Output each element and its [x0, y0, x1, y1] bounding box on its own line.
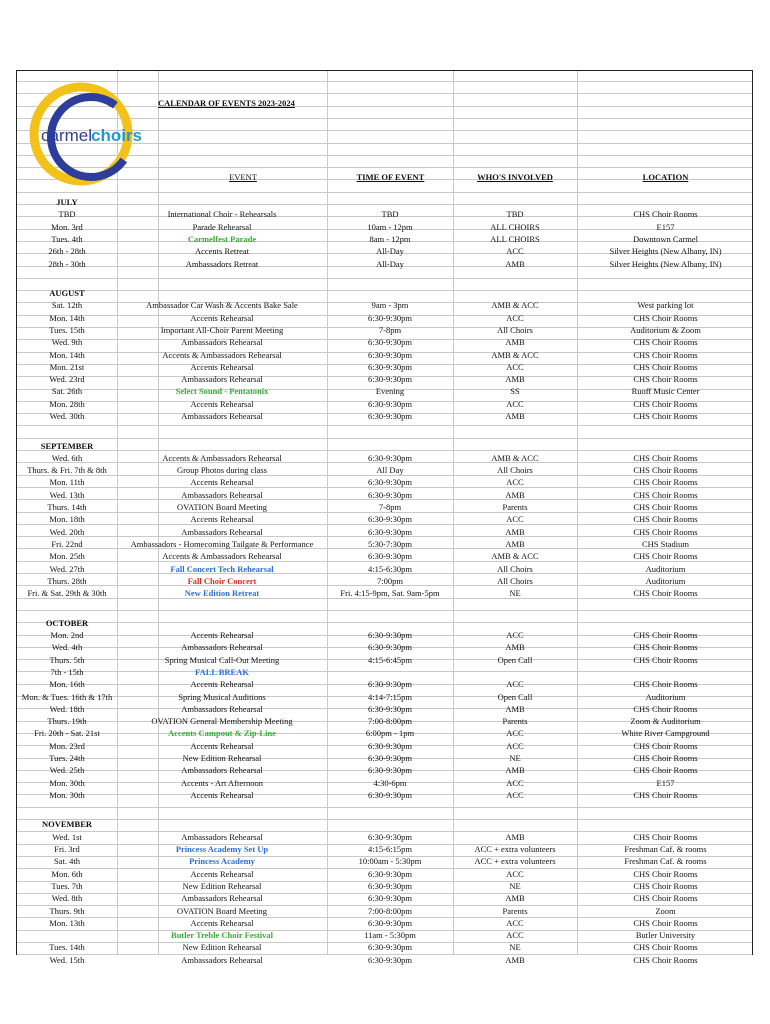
event-time: 10am - 12pm: [367, 221, 413, 232]
event-time: 8am - 12pm: [369, 233, 411, 244]
event-location: CHS Choir Rooms: [633, 337, 698, 348]
month-heading: NOVEMBER: [41, 819, 93, 830]
event-location: CHS Choir Rooms: [633, 954, 698, 965]
event-date: Mon. 18th: [49, 514, 85, 525]
event-date: Wed. 23rd: [49, 374, 85, 385]
event-who: ACC: [506, 930, 524, 941]
event-time: 6:30-9:30pm: [368, 880, 412, 891]
event-date: TBD: [58, 209, 76, 220]
event-name: Ambassadors Rehearsal: [181, 489, 263, 500]
event-date: 26th - 28th: [48, 246, 86, 257]
event-who: ACC + extra volunteers: [474, 844, 556, 854]
event-time: 6:30-9:30pm: [368, 703, 412, 714]
event-who: AMB: [505, 538, 525, 549]
event-name: Spring Musical Call-Out Meeting: [164, 654, 280, 665]
event-who: NE: [509, 588, 521, 599]
event-date: Mon. 25th: [49, 551, 85, 562]
carmel-choirs-logo: [23, 79, 173, 189]
event-name: Parade Rehearsal: [192, 221, 252, 232]
grid-row-line: [17, 438, 752, 439]
event-who: Parents: [502, 716, 528, 727]
event-time: 6:30-9:30pm: [368, 374, 412, 385]
event-location: Zoom: [655, 905, 676, 916]
event-name: Accents Rehearsal: [190, 917, 254, 928]
event-name: OVATION General Membership Meeting: [151, 716, 293, 727]
event-time: 6:30-9:30pm: [368, 679, 412, 690]
event-date: Thurs. 14th: [47, 502, 87, 512]
event-time: All Day: [376, 465, 404, 476]
event-date: Wed. 25th: [49, 765, 85, 776]
event-time: 7-8pm: [378, 502, 402, 512]
event-who: ALL CHOIRS: [490, 233, 540, 244]
event-date: Wed. 20th: [49, 526, 85, 537]
event-name: OVATION Board Meeting: [176, 502, 268, 512]
event-time: 6:30-9:30pm: [368, 642, 412, 653]
event-location: CHS Choir Rooms: [633, 642, 698, 653]
event-name: Fall Concert Tech Rehearsal: [170, 563, 274, 574]
event-time: 11am - 5:30pm: [364, 930, 416, 941]
event-who: AMB: [505, 374, 525, 385]
event-time: 6:30-9:30pm: [368, 917, 412, 928]
event-location: CHS Choir Rooms: [633, 753, 698, 763]
event-time: 6:30-9:30pm: [368, 831, 412, 842]
event-who: Open Call: [497, 691, 533, 702]
event-who: ACC: [506, 777, 524, 788]
event-location: Freshman Caf. & rooms: [624, 856, 707, 867]
event-date: Thurs. 5th: [49, 654, 85, 665]
event-who: AMB: [505, 642, 525, 653]
event-location: Zoom & Auditorium: [630, 716, 701, 727]
event-time: All-Day: [376, 246, 404, 257]
event-time: 5:30-7:30pm: [368, 538, 412, 549]
event-time: 6:30-9:30pm: [368, 361, 412, 372]
event-location: CHS Choir Rooms: [633, 502, 698, 512]
event-name: Ambassadors Rehearsal: [181, 765, 263, 776]
event-who: ACC: [506, 868, 524, 879]
event-name: Important All-Choir Parent Meeting: [160, 324, 284, 335]
event-date: Wed. 6th: [51, 452, 83, 463]
header-event: EVENT: [229, 172, 257, 182]
event-location: CHS Choir Rooms: [633, 679, 698, 690]
event-location: West parking lot: [637, 300, 694, 311]
event-name: Ambassadors Rehearsal: [181, 337, 263, 348]
event-location: CHS Choir Rooms: [633, 630, 698, 640]
event-name: Fall Choir Concert: [187, 575, 257, 586]
event-location: CHS Choir Rooms: [633, 588, 698, 599]
event-name: Accents Rehearsal: [190, 361, 254, 372]
event-location: CHS Choir Rooms: [633, 942, 698, 953]
event-name: Carmelfest Parade: [187, 233, 257, 244]
event-who: ACC: [506, 398, 524, 409]
event-time: 6:30-9:30pm: [368, 312, 412, 323]
event-location: CHS Choir Rooms: [633, 312, 698, 323]
event-time: 6:30-9:30pm: [368, 942, 412, 953]
event-date: Wed. 1st: [52, 831, 82, 842]
event-name: Group Photos during class: [177, 465, 267, 476]
event-who: All Choirs: [497, 465, 533, 476]
event-name: New Edition Rehearsal: [182, 942, 262, 953]
event-location: CHS Choir Rooms: [633, 551, 698, 562]
event-name: Accents & Ambassadors Rehearsal: [162, 452, 282, 463]
event-who: SS: [510, 386, 520, 397]
event-time: 6:30-9:30pm: [368, 398, 412, 409]
event-who: NE: [509, 942, 521, 953]
event-name: Ambassadors Retreat: [185, 258, 259, 269]
event-who: ACC: [506, 246, 524, 257]
header-who: WHO'S INVOLVED: [477, 172, 553, 182]
calendar-sheet: [16, 70, 753, 965]
event-who: Parents: [502, 502, 528, 512]
event-location: CHS Choir Rooms: [633, 917, 698, 928]
event-name: Ambassadors Rehearsal: [181, 893, 263, 904]
event-name: Accents Rehearsal: [190, 312, 254, 323]
event-name: Ambassadors Rehearsal: [181, 642, 263, 653]
event-time: 10:00am - 5:30pm: [358, 856, 422, 867]
event-time: 6:30-9:30pm: [368, 489, 412, 500]
event-date: Fri. 20th - Sat. 21st: [34, 728, 100, 739]
event-who: AMB: [505, 337, 525, 348]
event-who: AMB: [505, 526, 525, 537]
month-heading: JULY: [56, 197, 78, 207]
event-who: Parents: [502, 905, 528, 916]
event-time: 6:00pm - 1pm: [365, 728, 415, 739]
event-location: CHS Choir Rooms: [633, 880, 698, 891]
event-time: 6:30-9:30pm: [368, 411, 412, 421]
event-date: Tues. 15th: [49, 324, 85, 335]
event-name: Ambassadors Rehearsal: [181, 703, 263, 714]
event-who: ACC: [506, 477, 524, 488]
event-who: All Choirs: [497, 575, 533, 586]
event-name: Accents Rehearsal: [190, 740, 254, 751]
event-location: CHS Choir Rooms: [633, 411, 698, 421]
event-location: Freshman Caf. & rooms: [624, 844, 707, 854]
event-date: Mon. 28th: [49, 398, 85, 409]
event-who: ACC: [506, 679, 524, 690]
event-who: ACC + extra volunteers: [474, 856, 556, 867]
event-time: 6:30-9:30pm: [368, 526, 412, 537]
event-who: AMB: [505, 411, 525, 421]
event-location: E157: [656, 221, 675, 232]
event-time: 9am - 3pm: [371, 300, 409, 311]
event-who: AMB: [505, 893, 525, 904]
event-who: NE: [509, 880, 521, 891]
event-who: AMB: [505, 258, 525, 269]
event-location: CHS Choir Rooms: [633, 868, 698, 879]
event-time: 6:30-9:30pm: [368, 551, 412, 562]
event-name: Select Sound - Pentatonix: [175, 386, 269, 397]
event-date: Sat. 4th: [54, 856, 80, 867]
event-location: CHS Choir Rooms: [633, 765, 698, 776]
event-date: Mon. 13th: [49, 917, 85, 928]
event-date: Wed. 15th: [49, 954, 85, 965]
event-date: Wed. 8th: [51, 893, 83, 904]
event-date: Mon. 30th: [49, 777, 85, 788]
event-name: Accents Rehearsal: [190, 789, 254, 800]
grid-row-line: [17, 192, 752, 193]
event-time: 6:30-9:30pm: [368, 349, 412, 360]
event-time: Fri. 4:15-9pm, Sat. 9am-5pm: [340, 588, 440, 599]
event-name: Ambassador Car Wash & Accents Bake Sale: [146, 300, 298, 311]
event-location: Butler University: [635, 930, 696, 941]
event-time: 7:00-8:00pm: [368, 905, 412, 916]
event-date: 28th - 30th: [48, 258, 86, 269]
event-time: 6:30-9:30pm: [368, 740, 412, 751]
event-time: 7-8pm: [378, 324, 402, 335]
event-date: Mon. & Tues. 16th & 17th: [21, 691, 113, 702]
event-who: ACC: [506, 361, 524, 372]
event-name: New Edition Rehearsal: [182, 880, 262, 891]
event-location: CHS Choir Rooms: [633, 654, 698, 665]
event-who: AMB: [505, 703, 525, 714]
event-who: ACC: [506, 312, 524, 323]
event-date: Wed. 27th: [49, 563, 85, 574]
event-name: New Edition Rehearsal: [182, 753, 262, 763]
event-date: Mon. 3rd: [51, 221, 83, 232]
month-heading: OCTOBER: [45, 617, 89, 628]
event-who: AMB & ACC: [491, 551, 539, 562]
event-time: 6:30-9:30pm: [368, 753, 412, 763]
event-time: 7:00-8:00pm: [368, 716, 412, 727]
event-who: AMB & ACC: [491, 452, 539, 463]
grid-row-line: [17, 622, 752, 623]
event-who: ALL CHOIRS: [490, 221, 540, 232]
event-who: ACC: [506, 789, 524, 800]
event-location: Auditorium: [645, 563, 686, 574]
event-date: Thurs. 28th: [47, 575, 87, 586]
event-name: Accents & Ambassadors Rehearsal: [162, 551, 282, 562]
event-date: Wed. 30th: [49, 411, 85, 421]
event-time: 6:30-9:30pm: [368, 514, 412, 525]
event-date: Wed. 13th: [49, 489, 85, 500]
event-name: New Edition Retreat: [184, 588, 260, 599]
event-location: CHS Choir Rooms: [633, 209, 698, 220]
event-date: Mon. 2nd: [50, 630, 84, 640]
header-location: LOCATION: [642, 172, 689, 182]
event-name: Ambassadors Rehearsal: [181, 411, 263, 421]
event-date: Thurs. 9th: [49, 905, 85, 916]
event-date: Thurs. & Fri. 7th & 8th: [27, 465, 107, 476]
event-who: AMB: [505, 489, 525, 500]
grid-row-line: [17, 278, 752, 279]
event-who: AMB: [505, 954, 525, 965]
event-who: ACC: [506, 514, 524, 525]
event-date: Tues. 24th: [49, 753, 85, 763]
event-time: 4:15-6:30pm: [368, 563, 412, 574]
event-location: CHS Choir Rooms: [633, 514, 698, 525]
event-date: Wed. 4th: [51, 642, 83, 653]
event-date: Mon. 14th: [49, 349, 85, 360]
grid-row-line: [17, 425, 752, 426]
event-name: Princess Academy Set Up: [175, 844, 269, 854]
event-name: Accents & Ambassadors Rehearsal: [162, 349, 282, 360]
event-location: Auditorium: [645, 691, 686, 702]
event-time: 4:15-6:15pm: [368, 844, 412, 854]
event-date: Mon. 21st: [49, 361, 85, 372]
event-date: Tues. 14th: [49, 942, 85, 953]
event-location: Downtown Carmel: [633, 233, 698, 244]
event-time: 7:00pm: [377, 575, 403, 586]
event-location: CHS Choir Rooms: [633, 349, 698, 360]
event-date: Tues. 7th: [51, 880, 83, 891]
event-who: AMB: [505, 765, 525, 776]
event-time: Evening: [375, 386, 405, 397]
event-location: E157: [656, 777, 675, 788]
event-name: Princess Academy: [189, 856, 255, 867]
event-location: CHS Choir Rooms: [633, 398, 698, 409]
grid-row-line: [17, 204, 752, 205]
event-who: NE: [509, 753, 521, 763]
event-time: 6:30-9:30pm: [368, 954, 412, 965]
event-location: CHS Choir Rooms: [633, 703, 698, 714]
event-time: 6:30-9:30pm: [368, 765, 412, 776]
event-time: 4:15-6:45pm: [368, 654, 412, 665]
event-location: CHS Choir Rooms: [633, 740, 698, 751]
event-time: 4:30-6pm: [373, 777, 407, 788]
event-location: CHS Choir Rooms: [633, 361, 698, 372]
header-time: TIME OF EVENT: [356, 172, 425, 182]
event-name: International Choir - Rehearsals: [167, 209, 277, 220]
event-name: OVATION Board Meeting: [176, 905, 268, 916]
event-who: AMB: [505, 831, 525, 842]
event-time: TBD: [381, 209, 399, 220]
event-location: Ruoff Music Center: [631, 386, 700, 397]
event-name: Ambassadors Rehearsal: [181, 954, 263, 965]
event-time: 6:30-9:30pm: [368, 868, 412, 879]
event-who: ACC: [506, 728, 524, 739]
event-time: 4:14-7:15pm: [368, 691, 412, 702]
event-location: CHS Choir Rooms: [633, 452, 698, 463]
grid-row-line: [17, 610, 752, 611]
event-date: Sat. 12th: [51, 300, 83, 311]
event-name: FALL BREAK: [195, 666, 249, 677]
event-who: ACC: [506, 740, 524, 751]
event-location: CHS Choir Rooms: [633, 374, 698, 385]
event-location: CHS Choir Rooms: [633, 831, 698, 842]
calendar-title: CALENDAR OF EVENTS 2023-2024: [158, 98, 295, 108]
event-date: Mon. 6th: [51, 868, 83, 879]
event-date: Mon. 11th: [49, 477, 85, 488]
event-location: CHS Choir Rooms: [633, 465, 698, 476]
event-date: Thurs. 19th: [47, 716, 87, 727]
event-time: 6:30-9:30pm: [368, 789, 412, 800]
event-date: Fri. & Sat. 29th & 30th: [27, 588, 107, 599]
event-location: White River Campground: [621, 728, 710, 739]
event-date: Tues. 4th: [51, 233, 83, 244]
event-name: Accents Rehearsal: [190, 398, 254, 409]
event-location: CHS Choir Rooms: [633, 489, 698, 500]
event-time: 6:30-9:30pm: [368, 337, 412, 348]
event-time: 6:30-9:30pm: [368, 630, 412, 640]
event-name: Accents Rehearsal: [190, 679, 254, 690]
event-location: CHS Choir Rooms: [633, 526, 698, 537]
event-date: Fri. 22nd: [51, 538, 83, 549]
event-date: Mon. 16th: [49, 679, 85, 690]
event-date: Mon. 23rd: [49, 740, 85, 751]
event-who: AMB & ACC: [491, 300, 539, 311]
event-who: All Choirs: [497, 563, 533, 574]
event-time: All-Day: [376, 258, 404, 269]
event-date: Wed. 18th: [49, 703, 85, 714]
logo-word-carmel: carmel: [41, 126, 93, 145]
event-who: Open Call: [497, 654, 533, 665]
event-location: CHS Choir Rooms: [633, 789, 698, 800]
event-who: AMB & ACC: [491, 349, 539, 360]
event-location: CHS Choir Rooms: [633, 893, 698, 904]
event-name: Ambassadors Rehearsal: [181, 526, 263, 537]
event-date: Wed. 9th: [51, 337, 83, 348]
event-time: 6:30-9:30pm: [368, 477, 412, 488]
event-time: 6:30-9:30pm: [368, 893, 412, 904]
event-name: Accents Rehearsal: [190, 630, 254, 640]
grid-row-line: [17, 819, 752, 820]
grid-row-line: [17, 807, 752, 808]
event-time: 6:30-9:30pm: [368, 452, 412, 463]
event-location: Silver Heights (New Albany, IN): [609, 246, 722, 257]
event-who: ACC: [506, 917, 524, 928]
month-heading: SEPTEMBER: [40, 440, 94, 451]
event-location: CHS Choir Rooms: [633, 477, 698, 488]
event-name: Ambassadors Rehearsal: [181, 831, 263, 842]
event-name: Accents Rehearsal: [190, 514, 254, 525]
event-location: Silver Heights (New Albany, IN): [609, 258, 722, 269]
event-who: TBD: [506, 209, 524, 220]
grid-row-line: [17, 290, 752, 291]
event-location: Auditorium & Zoom: [630, 324, 701, 335]
event-name: Ambassadors - Homecoming Tailgate & Performance: [130, 538, 314, 549]
event-location: CHS Stadium: [642, 538, 689, 549]
event-name: Accents Rehearsal: [190, 477, 254, 488]
event-name: Accents Campout & Zip-Line: [168, 728, 276, 739]
event-location: Auditorium: [645, 575, 686, 586]
logo-word-choirs: choirs: [91, 126, 143, 145]
event-name: Butler Treble Choir Festival: [171, 930, 273, 941]
event-name: Accents Rehearsal: [190, 868, 254, 879]
event-date: Mon. 30th: [49, 789, 85, 800]
event-date: Mon. 14th: [49, 312, 85, 323]
month-heading: AUGUST: [49, 288, 85, 298]
event-name: Accents - Art Afternoon: [181, 777, 263, 788]
event-date: Fri. 3rd: [54, 844, 80, 854]
event-date: Sat. 26th: [51, 386, 83, 397]
event-who: All Choirs: [497, 324, 533, 335]
event-name: Spring Musical Auditions: [178, 691, 266, 702]
event-who: ACC: [506, 630, 524, 640]
event-date: 7th - 15th: [50, 666, 84, 677]
event-name: Accents Retreat: [194, 246, 250, 257]
event-name: Ambassadors Rehearsal: [181, 374, 263, 385]
